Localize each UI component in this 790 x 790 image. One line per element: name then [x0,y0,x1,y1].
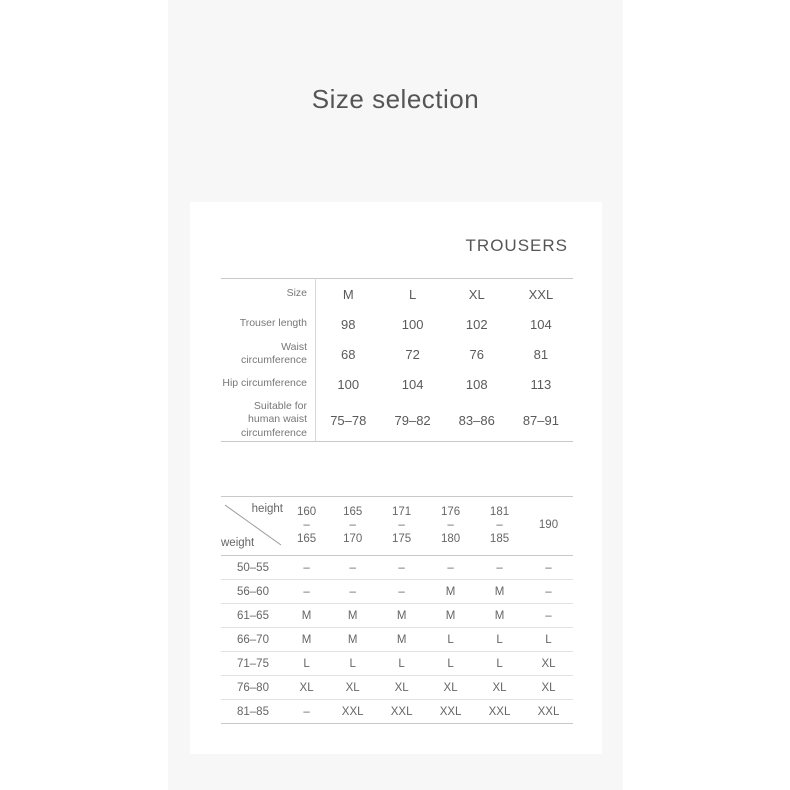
matrix-row [221,652,573,676]
matrix-cell: XXL [377,700,426,724]
cell-trouser-length-xxl: 104 [530,316,552,332]
cell-hip-m: 100 [337,376,360,392]
matrix-cell: L [285,652,328,676]
matrix-cell: XL [328,676,377,700]
matrix-cell: – [377,556,426,580]
matrix-cell: XL [524,676,573,700]
matrix-cell: M [475,580,524,604]
matrix-cell: M [426,580,475,604]
matrix-column-header-190 [524,497,573,556]
matrix-height-label: height [251,503,283,515]
col-bottom: 165 [297,532,317,545]
matrix-cell: M [328,628,377,652]
cell-suitable-m: 75–78 [316,399,381,442]
matrix-cell: – [285,700,328,724]
matrix-cell: – [524,556,573,580]
matrix-cell: – [328,556,377,580]
col-bottom: 170 [343,532,363,545]
matrix-cell: – [426,556,475,580]
matrix-cell: – [524,580,573,604]
matrix-row-header-61-65: 61–65 [221,604,285,628]
column-header-size: Size [221,279,316,310]
matrix-cell: XXL [328,700,377,724]
matrix-cell: M [285,604,328,628]
matrix-cell: XL [285,676,328,700]
matrix-cell: L [475,652,524,676]
matrix-column-header-160-165 [285,497,328,556]
column-header-xl: XL [445,279,509,310]
col-dash: – [303,519,310,532]
matrix-column-header-171-175 [377,497,426,556]
matrix-cell: M [475,604,524,628]
matrix-row-header-71-75: 71–75 [221,652,285,676]
table-row-header [221,279,573,310]
matrix-row-header-76-80: 76–80 [221,676,285,700]
matrix-cell: L [475,628,524,652]
matrix-cell: – [475,556,524,580]
matrix-cell: – [524,604,573,628]
row-label-suitable-waist: Suitable for human waist circumference [221,399,316,442]
col-dash: – [447,519,454,532]
size-chart-card [190,202,602,754]
column-header-xxl: XXL [509,279,573,310]
matrix-cell: XXL [426,700,475,724]
matrix-cell: XL [475,676,524,700]
col-top: 176 [440,506,461,519]
cell-hip-xxl: 113 [530,376,552,392]
cell-hip-xl: 108 [465,376,488,392]
cell-suitable-l: 79–82 [381,399,445,442]
matrix-row [221,628,573,652]
table-row [221,369,573,399]
col-dash: – [349,519,356,532]
trousers-measurements-table [221,278,573,442]
matrix-row-header-50-55: 50–55 [221,556,285,580]
matrix-cell: XXL [475,700,524,724]
matrix-row [221,604,573,628]
matrix-row [221,676,573,700]
matrix-row [221,556,573,580]
column-header-l: L [381,279,445,310]
col-bottom: 180 [440,532,461,545]
table-row [221,339,573,369]
matrix-cell: L [426,628,475,652]
matrix-row-header-66-70: 66–70 [221,628,285,652]
matrix-cell: L [524,628,573,652]
matrix-cell: XL [426,676,475,700]
col-bottom: 185 [489,532,510,545]
table-row [221,399,573,442]
cell-hip-l: 104 [401,376,424,392]
column-header-m: M [316,279,381,310]
matrix-cell: XL [377,676,426,700]
matrix-row [221,700,573,724]
cell-waist-l: 72 [405,346,420,362]
matrix-cell: XXL [524,700,573,724]
matrix-cell: M [328,604,377,628]
matrix-cell: – [377,580,426,604]
matrix-cell: – [285,556,328,580]
height-weight-size-matrix [221,496,573,724]
cell-trouser-length-xl: 102 [465,316,488,332]
cell-suitable-xl: 83–86 [445,399,509,442]
cell-waist-m: 68 [341,346,356,362]
matrix-cell: L [426,652,475,676]
matrix-weight-label: weight [221,537,255,550]
matrix-cell: L [377,652,426,676]
matrix-row [221,580,573,604]
matrix-row-header-56-60: 56–60 [221,580,285,604]
matrix-column-header-176-180 [426,497,475,556]
matrix-row-header-81-85: 81–85 [221,700,285,724]
matrix-cell: M [377,628,426,652]
matrix-cell: M [377,604,426,628]
col-dash: 190 [538,519,559,532]
matrix-corner-cell [221,497,285,556]
matrix-cell: M [285,628,328,652]
cell-trouser-length-m: 98 [341,316,356,332]
card-heading: TROUSERS [465,236,568,255]
col-top: 171 [392,506,412,519]
col-top: 181 [489,506,510,519]
matrix-cell: – [328,580,377,604]
cell-waist-xxl: 81 [533,346,549,362]
matrix-cell: XL [524,652,573,676]
col-top: 160 [297,506,317,519]
col-bottom: 175 [392,532,412,545]
row-label-trouser-length: Trouser length [221,309,316,339]
cell-waist-xl: 76 [469,346,484,362]
col-dash: – [398,519,405,532]
cell-trouser-length-l: 100 [401,316,424,332]
page-title: Size selection [311,84,480,114]
matrix-cell: L [328,652,377,676]
matrix-header-row [221,497,573,556]
col-top: 165 [343,506,363,519]
matrix-cell: M [426,604,475,628]
matrix-column-header-165-170 [328,497,377,556]
matrix-cell: – [285,580,328,604]
cell-suitable-xxl: 87–91 [509,399,573,442]
row-label-hip-circumference: Hip circumference [221,369,316,399]
table-row [221,309,573,339]
col-dash: – [496,519,503,532]
matrix-column-header-181-185 [475,497,524,556]
row-label-waist-circumference: Waist circumference [221,339,316,369]
